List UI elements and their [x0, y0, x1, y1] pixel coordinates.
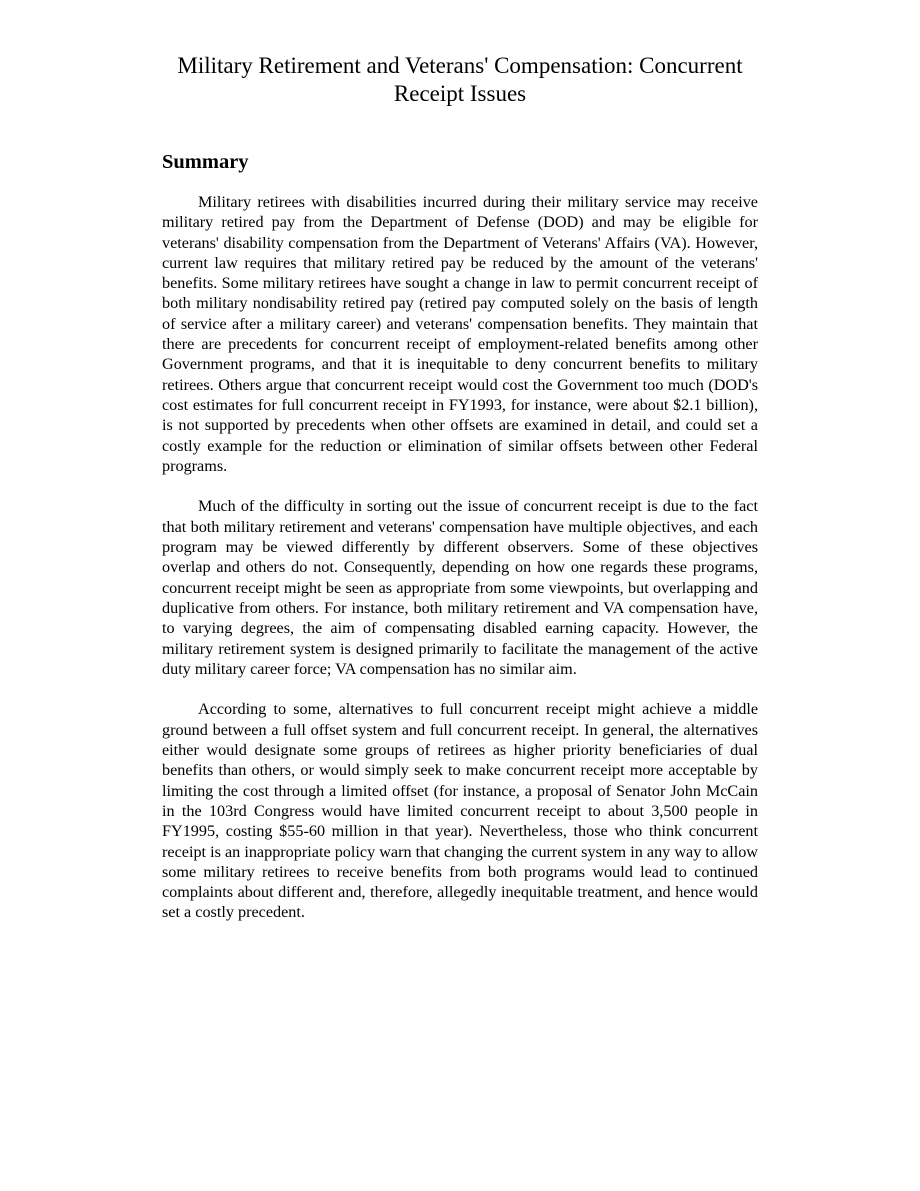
section-heading-summary: Summary — [162, 151, 249, 173]
document-page — [162, 52, 758, 923]
summary-paragraph-2: Much of the difficulty in sorting out the issue of concurrent receipt is due to the fact that both military retirement and veterans' compensation have multiple objectives, and each program may be viewed differently by different observers. Some of these objectives overlap and others do not. Consequently, depending on how one regards these programs, concurrent receipt might be seen as appropriate from some viewpoints, but overlapping and duplicative from others. For instance, both military retirement and VA compensation have, to varying degrees, the aim of compensating disabled earning capacity. However, the military retirement system is designed primarily to facilitate the management of the active duty military career force; VA compensation has no similar aim. — [162, 497, 758, 678]
document-title: Military Retirement and Veterans' Compensation: Concurrent Receipt Issues — [177, 53, 743, 106]
summary-paragraph-1: Military retirees with disabilities incurred during their military service may receive military retired pay from the Department of Defense (DOD) and may be eligible for veterans' disability compensation from the Department of Veterans' Affairs (VA). However, current law requires that military retired pay be reduced by the amount of the veterans' benefits. Some military retirees have sought a change in law to permit concurrent receipt of both military nondisability retired pay (retired pay computed solely on the basis of length of service after a military career) and veterans' compensation benefits. They maintain that there are precedents for concurrent receipt of employment-related benefits among other Government programs, and that it is inequitable to deny concurrent benefits to military retirees. Others argue that concurrent receipt would cost the Government too much (DOD's cost estimates for full concurrent receipt in FY1993, for instance, were about $2.1 billion), is not supported by precedents when other offsets are examined in detail, and could set a costly example for the reduction or elimination of similar offsets between other Federal programs. — [162, 193, 758, 475]
summary-paragraph-3: According to some, alternatives to full concurrent receipt might achieve a middle ground between a full offset system and full concurrent receipt. In general, the alternatives either would designate some groups of retirees as higher priority beneficiaries of dual benefits than others, or would simply seek to make concurrent receipt more acceptable by limiting the cost through a limited offset (for instance, a proposal of Senator John McCain in the 103rd Congress would have limited concurrent receipt to about 3,500 people in FY1995, costing $55-60 million in that year). Nevertheless, those who think concurrent receipt is an inappropriate policy warn that changing the current system in any way to allow some military retirees to receive benefits from both programs would lead to continued complaints about different and, therefore, allegedly inequitable treatment, and hence would set a costly precedent. — [162, 700, 758, 922]
